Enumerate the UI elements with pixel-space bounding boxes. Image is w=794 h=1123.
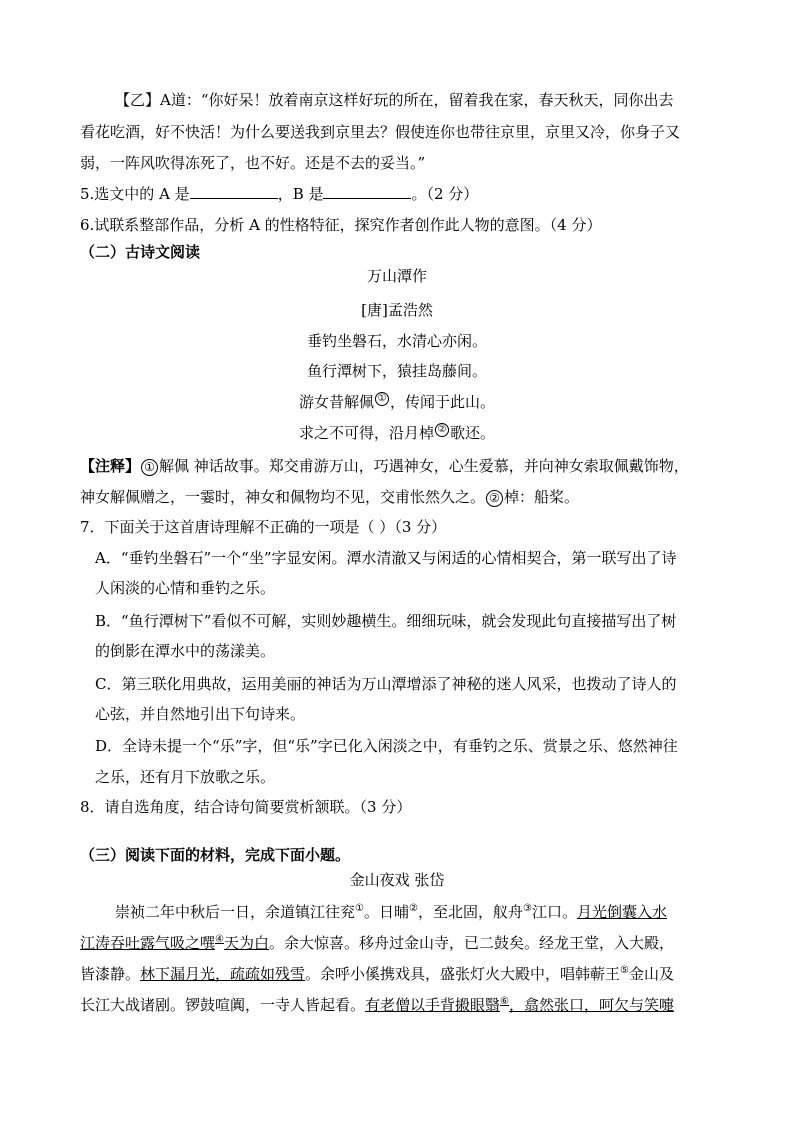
yi-passage-line-2: 看花吃酒，好不快活！为什么要送我到京里去？假使连你也带往京里，京里又冷，你身子又 — [80, 123, 681, 141]
poem-line-4b: 歌还。 — [450, 424, 496, 442]
question-5 — [80, 184, 478, 204]
note-text-2a: 神女解佩赠之，一霎时，神女和佩物均不见，交甫怅然久之。 — [80, 488, 486, 506]
yi-passage-line-1: 【乙】A道：“你好呆！放着南京这样好玩的所在，留着我在家，春天秋天，同你出去 — [115, 91, 674, 109]
question-6: 6.试联系整部作品，分析 A 的性格特征，探究作者创作此人物的意图。（4 分） — [80, 216, 602, 234]
poem-title: 万山潭作 — [366, 267, 427, 285]
footnote-mark-1: ① — [375, 392, 389, 406]
essay-line-1c: ，至北固，舣舟 — [417, 903, 523, 921]
q7-option-c-line-2: 心弦，并自然地引出下句诗来。 — [95, 705, 306, 723]
section-3-heading: （三）阅读下面的材料，完成下面小题。 — [80, 846, 351, 864]
q7-option-b-line-2: 的倒影在潭水中的荡漾美。 — [95, 642, 276, 660]
essay-line-2c: 。余大惊喜。移舟过金山寺，已二鼓矣。经龙王堂，入大殿， — [269, 934, 675, 952]
poem-line-1: 垂钓坐磐石，水清心亦闲。 — [306, 332, 487, 350]
q5-prefix: 5.选文中的 A 是 — [80, 185, 190, 203]
essay-line-3 — [80, 964, 674, 984]
q7-option-a-line-2: 人闲淡的心情和垂钓之乐。 — [95, 579, 276, 597]
essay-line-1b: 。日晡 — [363, 903, 409, 921]
question-8: 8．请自选角度，结合诗句简要赏析颔联。（3 分） — [80, 798, 412, 816]
essay-line-4 — [80, 995, 674, 1015]
essay-line-3d: 金山及 — [629, 965, 675, 983]
essay-line-1d: 江口。 — [531, 903, 577, 921]
poem-line-3a: 游女昔解佩 — [298, 393, 374, 411]
essay-line-3a: 皆漆静。 — [80, 965, 141, 983]
q7-option-c-line-1: C．第三联化用典故，运用美丽的神话为万山潭增添了神秘的迷人风采，也拨动了诗人的 — [95, 675, 677, 693]
essay-line-4d: ，呵欠与笑嚏 — [584, 996, 675, 1014]
essay-line-1 — [115, 902, 667, 922]
q5-blank-b[interactable] — [323, 184, 411, 199]
essay-line-4b: 有老僧以手背摋眼翳 — [365, 996, 501, 1014]
poem-author: [唐]孟浩然 — [361, 301, 433, 319]
q7-option-d-line-2: 之乐，还有月下放歌之乐。 — [95, 768, 276, 786]
q7-option-a-line-1: A．“垂钓坐磐石”一个“坐”字显安闲。潭水清澈又与闲适的心情相契合，第一联写出了诗 — [95, 549, 677, 567]
essay-mark-2: ② — [409, 903, 418, 914]
q7-option-d-line-1: D．全诗未提一个“乐”字，但“乐”字已化入闲淡之中，有垂钓之乐、赏景之乐、悠然神往 — [95, 737, 678, 755]
note-line-1 — [80, 456, 689, 476]
essay-line-4c: ，翕然张口 — [509, 996, 585, 1014]
essay-line-2a: 江涛吞吐露气吸之噀 — [80, 934, 216, 952]
q5-mid: ，B 是 — [277, 185, 324, 203]
essay-mark-5: ⑤ — [620, 965, 630, 976]
note-label: 【注释】 — [80, 457, 141, 475]
essay-title: 金山夜戏 张岱 — [349, 871, 445, 889]
essay-line-3c: 。余呼小傒携戏具，盛张灯火大殿中，唱韩蕲王 — [305, 965, 621, 983]
section-2-heading: （二）古诗文阅读 — [80, 243, 201, 261]
poem-line-3b: ，传闻于此山。 — [390, 393, 496, 411]
poem-line-2: 鱼行潭树下，猿挂岛藤间。 — [306, 362, 487, 380]
essay-line-4a: 长江大战诸剧。锣鼓喧阗，一寺人皆起看。 — [80, 996, 366, 1014]
essay-mark-1: ① — [355, 903, 364, 914]
note-mark-2: ② — [486, 490, 503, 507]
note-mark-1: ① — [141, 459, 158, 476]
note-text-1: 解佩 神话故事。郑交甫游万山，巧遇神女，心生爱慕，并向神女索取佩戴饰物， — [159, 457, 689, 475]
note-text-2b: 棹：船桨。 — [504, 488, 580, 506]
essay-line-1e: 月光倒囊入水 — [576, 903, 667, 921]
essay-line-3b: 林下漏月光，疏疏如残雪 — [140, 965, 306, 983]
note-line-2 — [80, 487, 579, 507]
yi-passage-line-3: 弱，一阵风吹得冻死了，也不好。还是不去的妥当。” — [80, 154, 426, 172]
question-7-stem: 7．下面关于这首唐诗理解不正确的一项是（ ）（3 分） — [80, 518, 447, 536]
footnote-mark-2: ② — [435, 423, 449, 437]
q5-suffix: 。（2 分） — [411, 185, 479, 203]
poem-line-4 — [0, 423, 794, 443]
essay-mark-6: ⑥ — [500, 996, 509, 1007]
q5-blank-a[interactable] — [190, 184, 278, 199]
essay-line-1a: 崇祯二年中秋后一日，余道镇江往兖 — [115, 903, 356, 921]
essay-line-2 — [80, 933, 674, 953]
essay-line-2b: 天为白 — [223, 934, 269, 952]
essay-mark-4: ④ — [215, 934, 224, 945]
q7-option-b-line-1: B．“鱼行潭树下”看似不可解，实则妙趣横生。细细玩味，就会发现此句直接描写出了树 — [95, 612, 677, 630]
essay-mark-3: ③ — [522, 903, 532, 914]
poem-line-4a: 求之不可得，沿月棹 — [298, 424, 434, 442]
poem-line-3 — [0, 392, 794, 412]
